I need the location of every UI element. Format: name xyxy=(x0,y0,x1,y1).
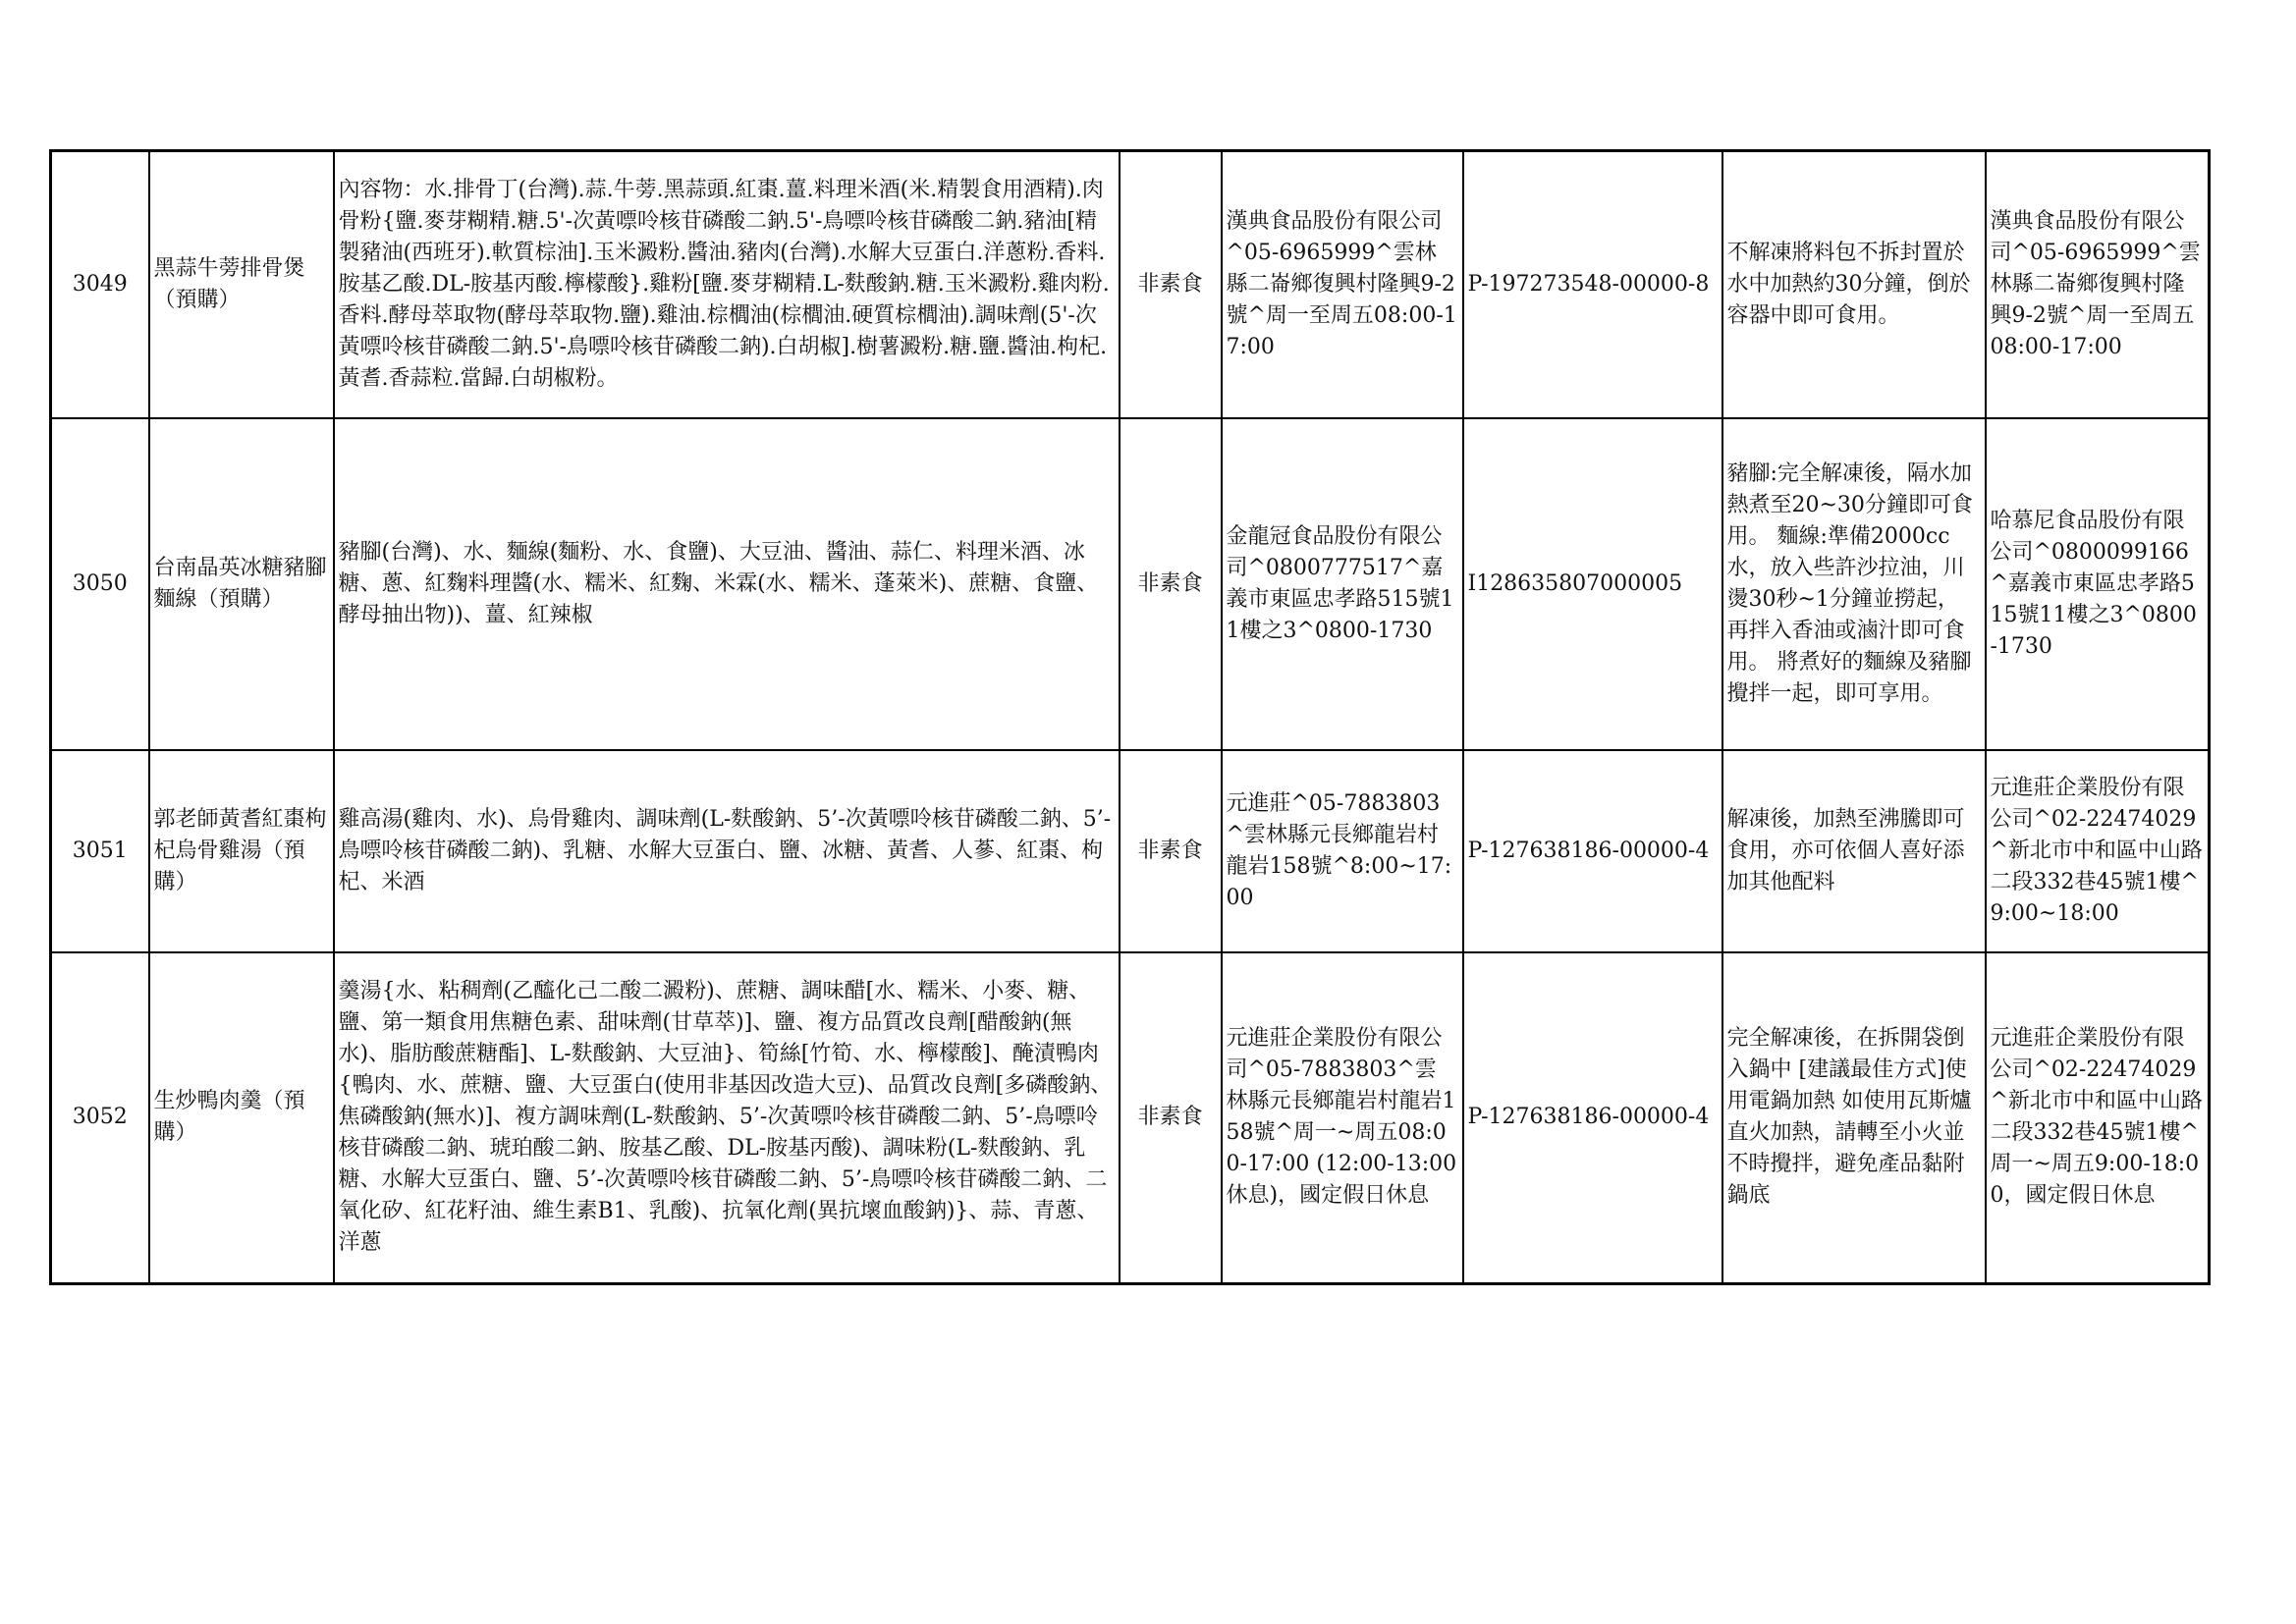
product-name: 台南晶英冰糖豬腳麵線（預購） xyxy=(149,418,334,750)
table-row xyxy=(51,418,2210,750)
usage-instructions: 豬腳:完全解凍後，隔水加熱煮至20~30分鐘即可食用。 麵線:準備2000cc水，放入些許沙拉油，川燙30秒~1分鐘並撈起，再拌入香油或滷汁即可食用。 將煮好的麵線及豬腳攪拌一起，即可享用。 xyxy=(1722,418,1986,750)
manufacturer: 金龍冠食品股份有限公司^0800777517^嘉義市東區忠孝路515號11樓之3^0800-1730 xyxy=(1222,418,1463,750)
product-id: 3049 xyxy=(51,151,149,418)
registration-number: I128635807000005 xyxy=(1463,418,1722,750)
ingredients: 內容物：水.排骨丁(台灣).蒜.牛蒡.黑蒜頭.紅棗.薑.料理米酒(米.精製食用酒精).肉骨粉{鹽.麥芽糊精.糖.5'-次黃嘌呤核苷磷酸二鈉.5'-鳥嘌呤核苷磷酸二鈉.豬油[精製豬油(西班牙).軟質棕油].玉米澱粉.醬油.豬肉(台灣).水解大豆蛋白.洋蔥粉.香料.胺基乙酸.DL-胺基丙酸.檸檬酸}.雞粉[鹽.麥芽糊精.L-麩酸鈉.糖.玉米澱粉.雞肉粉.香料.酵母萃取物(酵母萃取物.鹽).雞油.棕櫚油(棕櫚油.硬質棕櫚油).調味劑(5'-次黃嘌呤核苷磷酸二鈉.5'-鳥嘌呤核苷磷酸二鈉).白胡椒].樹薯澱粉.糖.鹽.醬油.枸杞.黃耆.香蒜粒.當歸.白胡椒粉。 xyxy=(334,151,1120,418)
service-contact: 漢典食品股份有限公司^05-6965999^雲林縣二崙鄉復興村隆興9-2號^周一至周五 08:00-17:00 xyxy=(1986,151,2210,418)
service-contact: 哈慕尼食品股份有限公司^0800099166^嘉義市東區忠孝路515號11樓之3^0800-1730 xyxy=(1986,418,2210,750)
usage-instructions: 完全解凍後，在拆開袋倒入鍋中 [建議最佳方式]使用電鍋加熱 如使用瓦斯爐直火加熱，請轉至小火並不時攪拌，避免產品黏附鍋底 xyxy=(1722,952,1986,1284)
usage-instructions: 不解凍將料包不拆封置於水中加熱約30分鐘，倒於容器中即可食用。 xyxy=(1722,151,1986,418)
product-name: 生炒鴨肉羹（預購） xyxy=(149,952,334,1284)
table-row xyxy=(51,952,2210,1284)
product-name: 郭老師黃耆紅棗枸杞烏骨雞湯（預購） xyxy=(149,750,334,952)
product-name: 黑蒜牛蒡排骨煲（預購） xyxy=(149,151,334,418)
registration-number: P-127638186-00000-4 xyxy=(1463,952,1722,1284)
service-contact: 元進莊企業股份有限公司^02-22474029^新北市中和區中山路二段332巷45號1樓^周一~周五9:00-18:00，國定假日休息 xyxy=(1986,952,2210,1284)
manufacturer: 元進莊^05-7883803^雲林縣元長鄉龍岩村龍岩158號^8:00~17:00 xyxy=(1222,750,1463,952)
vegetarian-status: 非素食 xyxy=(1120,750,1222,952)
product-id: 3052 xyxy=(51,952,149,1284)
ingredients: 雞高湯(雞肉、水)、烏骨雞肉、調味劑(L-麩酸鈉、5’-次黃嘌呤核苷磷酸二鈉、5’-鳥嘌呤核苷磷酸二鈉)、乳糖、水解大豆蛋白、鹽、冰糖、黃耆、人蔘、紅棗、枸杞、米酒 xyxy=(334,750,1120,952)
document-page xyxy=(49,149,2208,1285)
vegetarian-status: 非素食 xyxy=(1120,418,1222,750)
usage-instructions: 解凍後，加熱至沸騰即可食用，亦可依個人喜好添加其他配料 xyxy=(1722,750,1986,952)
product-id: 3051 xyxy=(51,750,149,952)
manufacturer: 漢典食品股份有限公司^05-6965999^雲林縣二崙鄉復興村隆興9-2號^周一至周五08:00-17:00 xyxy=(1222,151,1463,418)
vegetarian-status: 非素食 xyxy=(1120,952,1222,1284)
vegetarian-status: 非素食 xyxy=(1120,151,1222,418)
product-table xyxy=(49,149,2211,1285)
service-contact: 元進莊企業股份有限公司^02-22474029^新北市中和區中山路二段332巷45號1樓^9:00~18:00 xyxy=(1986,750,2210,952)
ingredients: 豬腳(台灣)、水、麵線(麵粉、水、食鹽)、大豆油、醬油、蒜仁、料理米酒、冰糖、蔥、紅麴料理醬(水、糯米、紅麴、米霖(水、糯米、蓬萊米)、蔗糖、食鹽、酵母抽出物))、薑、紅辣椒 xyxy=(334,418,1120,750)
table-row xyxy=(51,151,2210,418)
ingredients: 羹湯{水、粘稠劑(乙醯化己二酸二澱粉)、蔗糖、調味醋[水、糯米、小麥、糖、鹽、第一類食用焦糖色素、甜味劑(甘草萃)]、鹽、複方品質改良劑[醋酸鈉(無水)、脂肪酸蔗糖酯]、L-麩酸鈉、大豆油}、筍絲[竹筍、水、檸檬酸]、醃漬鴨肉{鴨肉、水、蔗糖、鹽、大豆蛋白(使用非基因改造大豆)、品質改良劑[多磷酸鈉、焦磷酸鈉(無水)]、複方調味劑(L-麩酸鈉、5’-次黃嘌呤核苷磷酸二鈉、5’-鳥嘌呤核苷磷酸二鈉、琥珀酸二鈉、胺基乙酸、DL-胺基丙酸)、調味粉(L-麩酸鈉、乳糖、水解大豆蛋白、鹽、5’-次黃嘌呤核苷磷酸二鈉、5’-鳥嘌呤核苷磷酸二鈉、二氧化矽、紅花籽油、維生素B1、乳酸)、抗氧化劑(異抗壞血酸鈉)}、蒜、青蔥、洋蔥 xyxy=(334,952,1120,1284)
registration-number: P-127638186-00000-4 xyxy=(1463,750,1722,952)
table-row xyxy=(51,750,2210,952)
product-id: 3050 xyxy=(51,418,149,750)
registration-number: P-197273548-00000-8 xyxy=(1463,151,1722,418)
manufacturer: 元進莊企業股份有限公司^05-7883803^雲林縣元長鄉龍岩村龍岩158號^周一~周五08:00-17:00 (12:00-13:00休息)，國定假日休息 xyxy=(1222,952,1463,1284)
